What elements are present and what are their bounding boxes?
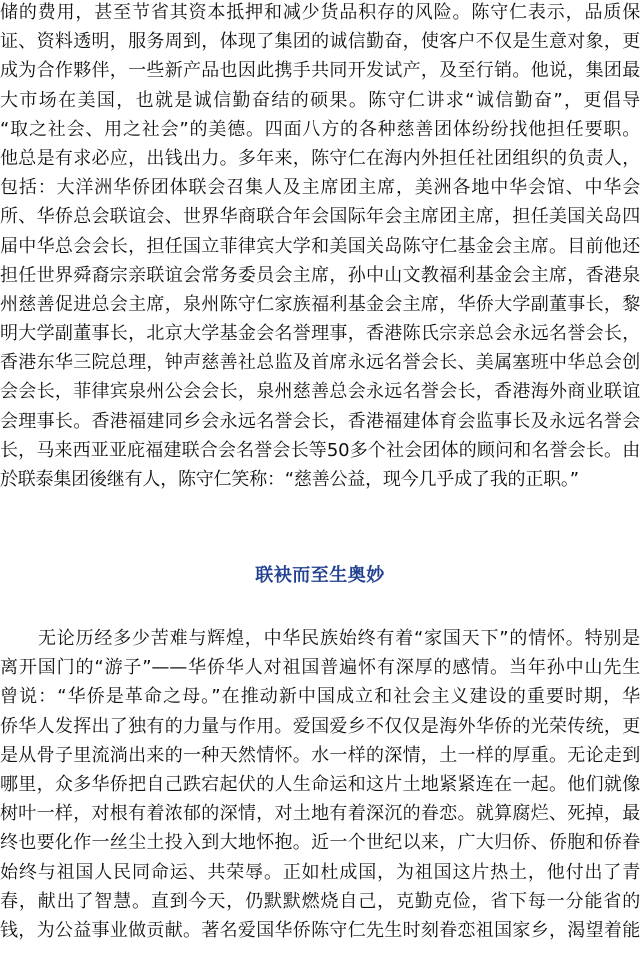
text-line: 离开国门的“游子”——华侨华人对祖国普遍怀有深厚的感情。当年孙中山先生 [0,657,640,679]
text-line: 储的费用，甚至节省其资本抵押和减少货品积存的风险。陈守仁表示，品质保 [0,2,640,23]
text-line: 曾说：“华侨是革命之母。”在推动新中国成立和社会主义建设的重要时期，华 [0,686,640,708]
text-line: 香港东华三院总理，钟声慈善社总监及首席永远名誉会长、美属塞班中华总会创 [0,352,640,374]
text-line: 包括：大洋洲华侨团体联会召集人及主席团主席，美洲各地中华会馆、中华会 [0,177,640,199]
text-line: 成为合作夥伴，一些新产品也因此携手共同开发试产，及至行销。他说，集团最 [0,60,640,82]
text-line: 会理事长。香港福建同乡会永远名誉会长，香港福建体育会监事长及永远名誉会 [0,410,640,432]
text-line: 钱，为公益事业做贡献。著名爱国华侨陈守仁先生时刻眷恋祖国家乡，渴望着能 [0,919,640,941]
text-line: 於联泰集团後继有人，陈守仁笑称：“慈善公益，现今几乎成了我的正职。” [0,469,579,490]
text-line: 终也要化作一丝尘土投入到大地怀抱。近一个世纪以来，广大归侨、侨胞和侨眷 [0,832,640,854]
text-line: 无论历经多少苦难与辉煌，中华民族始终有着“家国天下”的情怀。特别是 [38,628,640,649]
text-line: 树叶一样，对根有着浓郁的深情，对土地有着深沉的眷恋。就算腐烂、死掉，最 [0,803,640,825]
text-line: 会会长，菲律宾泉州公会会长，泉州慈善总会永远名誉会长，香港海外商业联谊 [0,381,640,403]
section-heading: 联袂而至生奥妙 [255,565,385,586]
text-line: 侨华人发挥出了独有的力量与作用。爱国爱乡不仅仅是海外华侨的光荣传统，更 [0,715,640,737]
text-line: 明大学副董事长，北京大学基金会名誉理事，香港陈氏宗亲总会永远名誉会长， [0,323,640,345]
paragraph-2 [0,624,640,945]
text-line: 春，献出了智慧。直到今天，仍默默燃烧自己，克勤克俭，省下每一分能省的 [0,890,640,912]
text-line: “取之社会、用之社会”的美德。四面八方的各种慈善团体纷纷找他担任要职。 [0,118,640,140]
text-line: 大市场在美国，也就是诚信勤奋结的硕果。陈守仁讲求“诚信勤奋”，更倡导 [0,89,640,111]
text-line: 长，马来西亚亚庇福建联合会名誉会长等50多个社会团体的顾问和名誉会长。由 [0,439,640,461]
text-line: 届中华总会会长，担任国立菲律宾大学和美国关岛陈守仁基金会主席。目前他还 [0,235,640,257]
text-line: 州慈善促进总会主席，泉州陈守仁家族福利基金会主席，华侨大学副董事长，黎 [0,293,640,315]
text-line: 哪里，众多华侨把自己跌宕起伏的人生命运和这片土地紧紧连在一起。他们就像 [0,773,640,795]
text-line: 他总是有求必应，出钱出力。多年来，陈守仁在海内外担任社团组织的负责人， [0,147,640,169]
text-line: 所、华侨总会联谊会、世界华商联合年会国际年会主席团主席，担任美国关岛四 [0,206,640,228]
text-line: 证、资料透明，服务周到，体现了集团的诚信勤奋，使客户不仅是生意对象，更 [0,31,640,53]
text-line: 始终与祖国人民同命运、共荣辱。正如杜成国，为祖国这片热土，他付出了青 [0,861,640,883]
text-line: 是从骨子里流淌出来的一种天然情怀。水一样的深情，土一样的厚重。无论走到 [0,744,640,766]
text-line: 担任世界舜裔宗亲联谊会常务委员会主席，孙中山文教福利基金会主席，香港泉 [0,264,640,286]
